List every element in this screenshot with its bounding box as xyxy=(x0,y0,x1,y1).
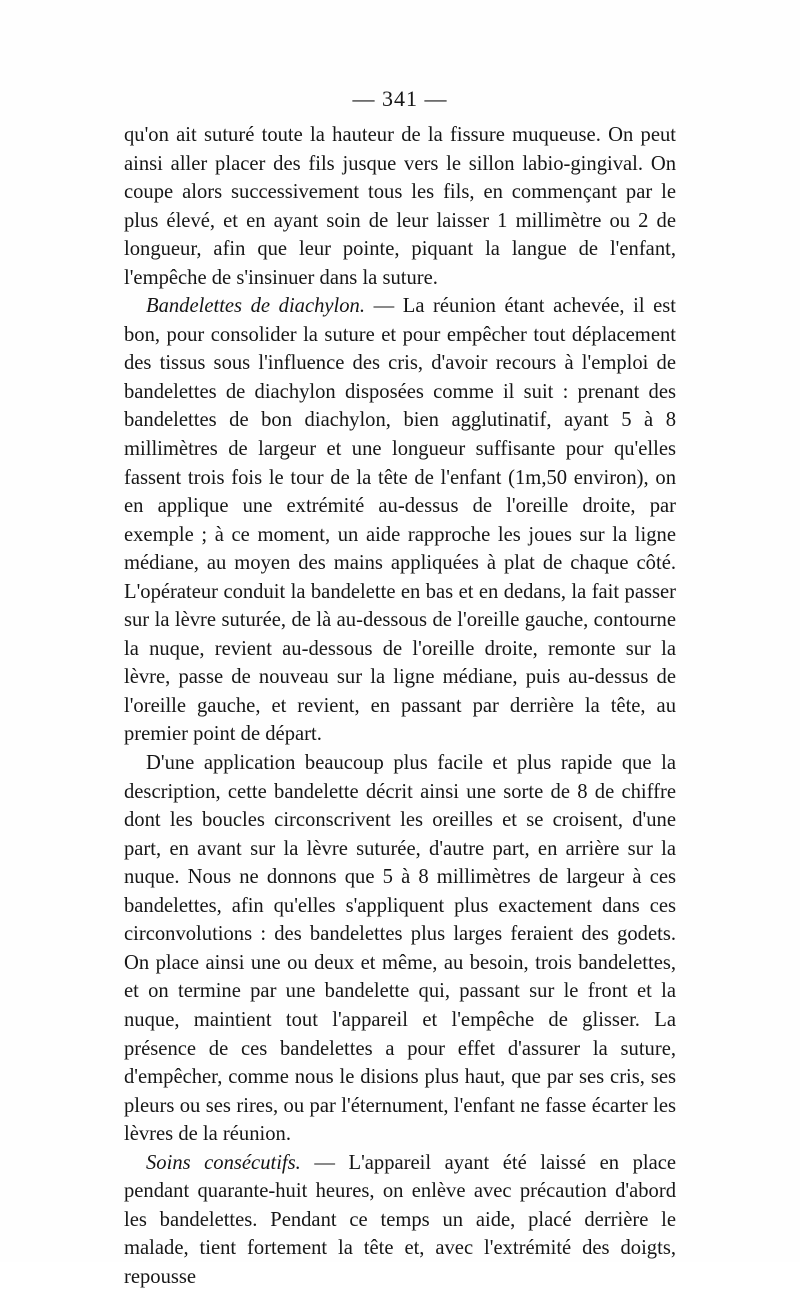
paragraph-3 xyxy=(124,749,676,1149)
paragraph-1-text: qu'on ait suturé toute la hauteur de la fissure muqueuse. On peut ainsi aller placer des fils jusque vers le sillon labio-gingival. On coupe alors successivement tous les fils, en commençant par le plus élevé, et en ayant soin de leur laisser 1 millimètre ou 2 de longueur, afin que leur pointe, piquant la langue de l'enfant, l'empêche de s'insinuer dans la suture. xyxy=(124,124,676,289)
paragraph-3-text: D'une application beaucoup plus facile et plus rapide que la description, cette bandelette décrit ainsi une sorte de 8 de chiffre dont les boucles circonscrivent les oreilles et se croisent, d'une part, en avant sur la lèvre suturée, d'autre part, en arrière sur la nuque. Nous ne donnons que 5 à 8 millimètres de largeur à ces bandelettes, afin qu'elles s'appliquent plus exactement dans ces circonvolutions : des bandelettes plus larges feraient des godets. On place ainsi une ou deux et même, au besoin, trois bandelettes, et on termine par une bandelette qui, passant sur le front et la nuque, maintient tout l'appareil et l'empêche de glisser. La présence de ces bandelettes a pour effet d'assurer la suture, d'empêcher, comme nous le disions plus haut, que par ses cris, ses pleurs ou ses rires, ou par l'éternument, l'enfant ne fasse écarter les lèvres de la réunion. xyxy=(124,752,676,1146)
section-heading-bandelettes: Bandelettes de diachylon. xyxy=(146,295,366,318)
paragraph-4 xyxy=(124,1149,676,1291)
paragraph-2-text: — La réunion étant achevée, il est bon, pour consolider la suture et pour empêcher tout déplacement des tissus sous l'influence des cris, d'avoir recours à l'emploi de bandelettes de diachylon disposées comme il suit : prenant des bandelettes de bon diachylon, bien agglutinatif, ayant 5 à 8 millimètres de largeur et une longueur suffisante pour qu'elles fassent trois fois le tour de la tête de l'enfant (1m,50 environ), on en applique une extrémité au-dessus de l'oreille droite, par exemple ; à ce moment, un aide rapproche les joues sur la ligne médiane, au moyen des mains appliquées à plat de chaque côté. L'opérateur conduit la bandelette en bas et en dedans, la fait passer sur la lèvre suturée, de là au-dessous de l'oreille gauche, contourne la nuque, revient au-dessous de l'oreille droite, remonte sur la lèvre, passe de nouveau sur la ligne médiane, puis au-dessus de l'oreille gauche, et revient, en passant par derrière la tête, au premier point de départ. xyxy=(124,295,677,746)
paragraph-2 xyxy=(124,292,676,749)
section-heading-soins: Soins consécutifs. xyxy=(146,1151,301,1174)
body-text xyxy=(124,121,676,1291)
page-number: — 341 — xyxy=(352,86,448,111)
paragraph-1 xyxy=(124,121,676,292)
paragraph-4-text: — L'appareil ayant été laissé en place pendant quarante-huit heures, on enlève avec précaution d'abord les bandelettes. Pendant ce temps un aide, placé derrière le malade, tient fortement la tête et, avec l'extrémité des doigts, repousse xyxy=(124,1151,677,1288)
